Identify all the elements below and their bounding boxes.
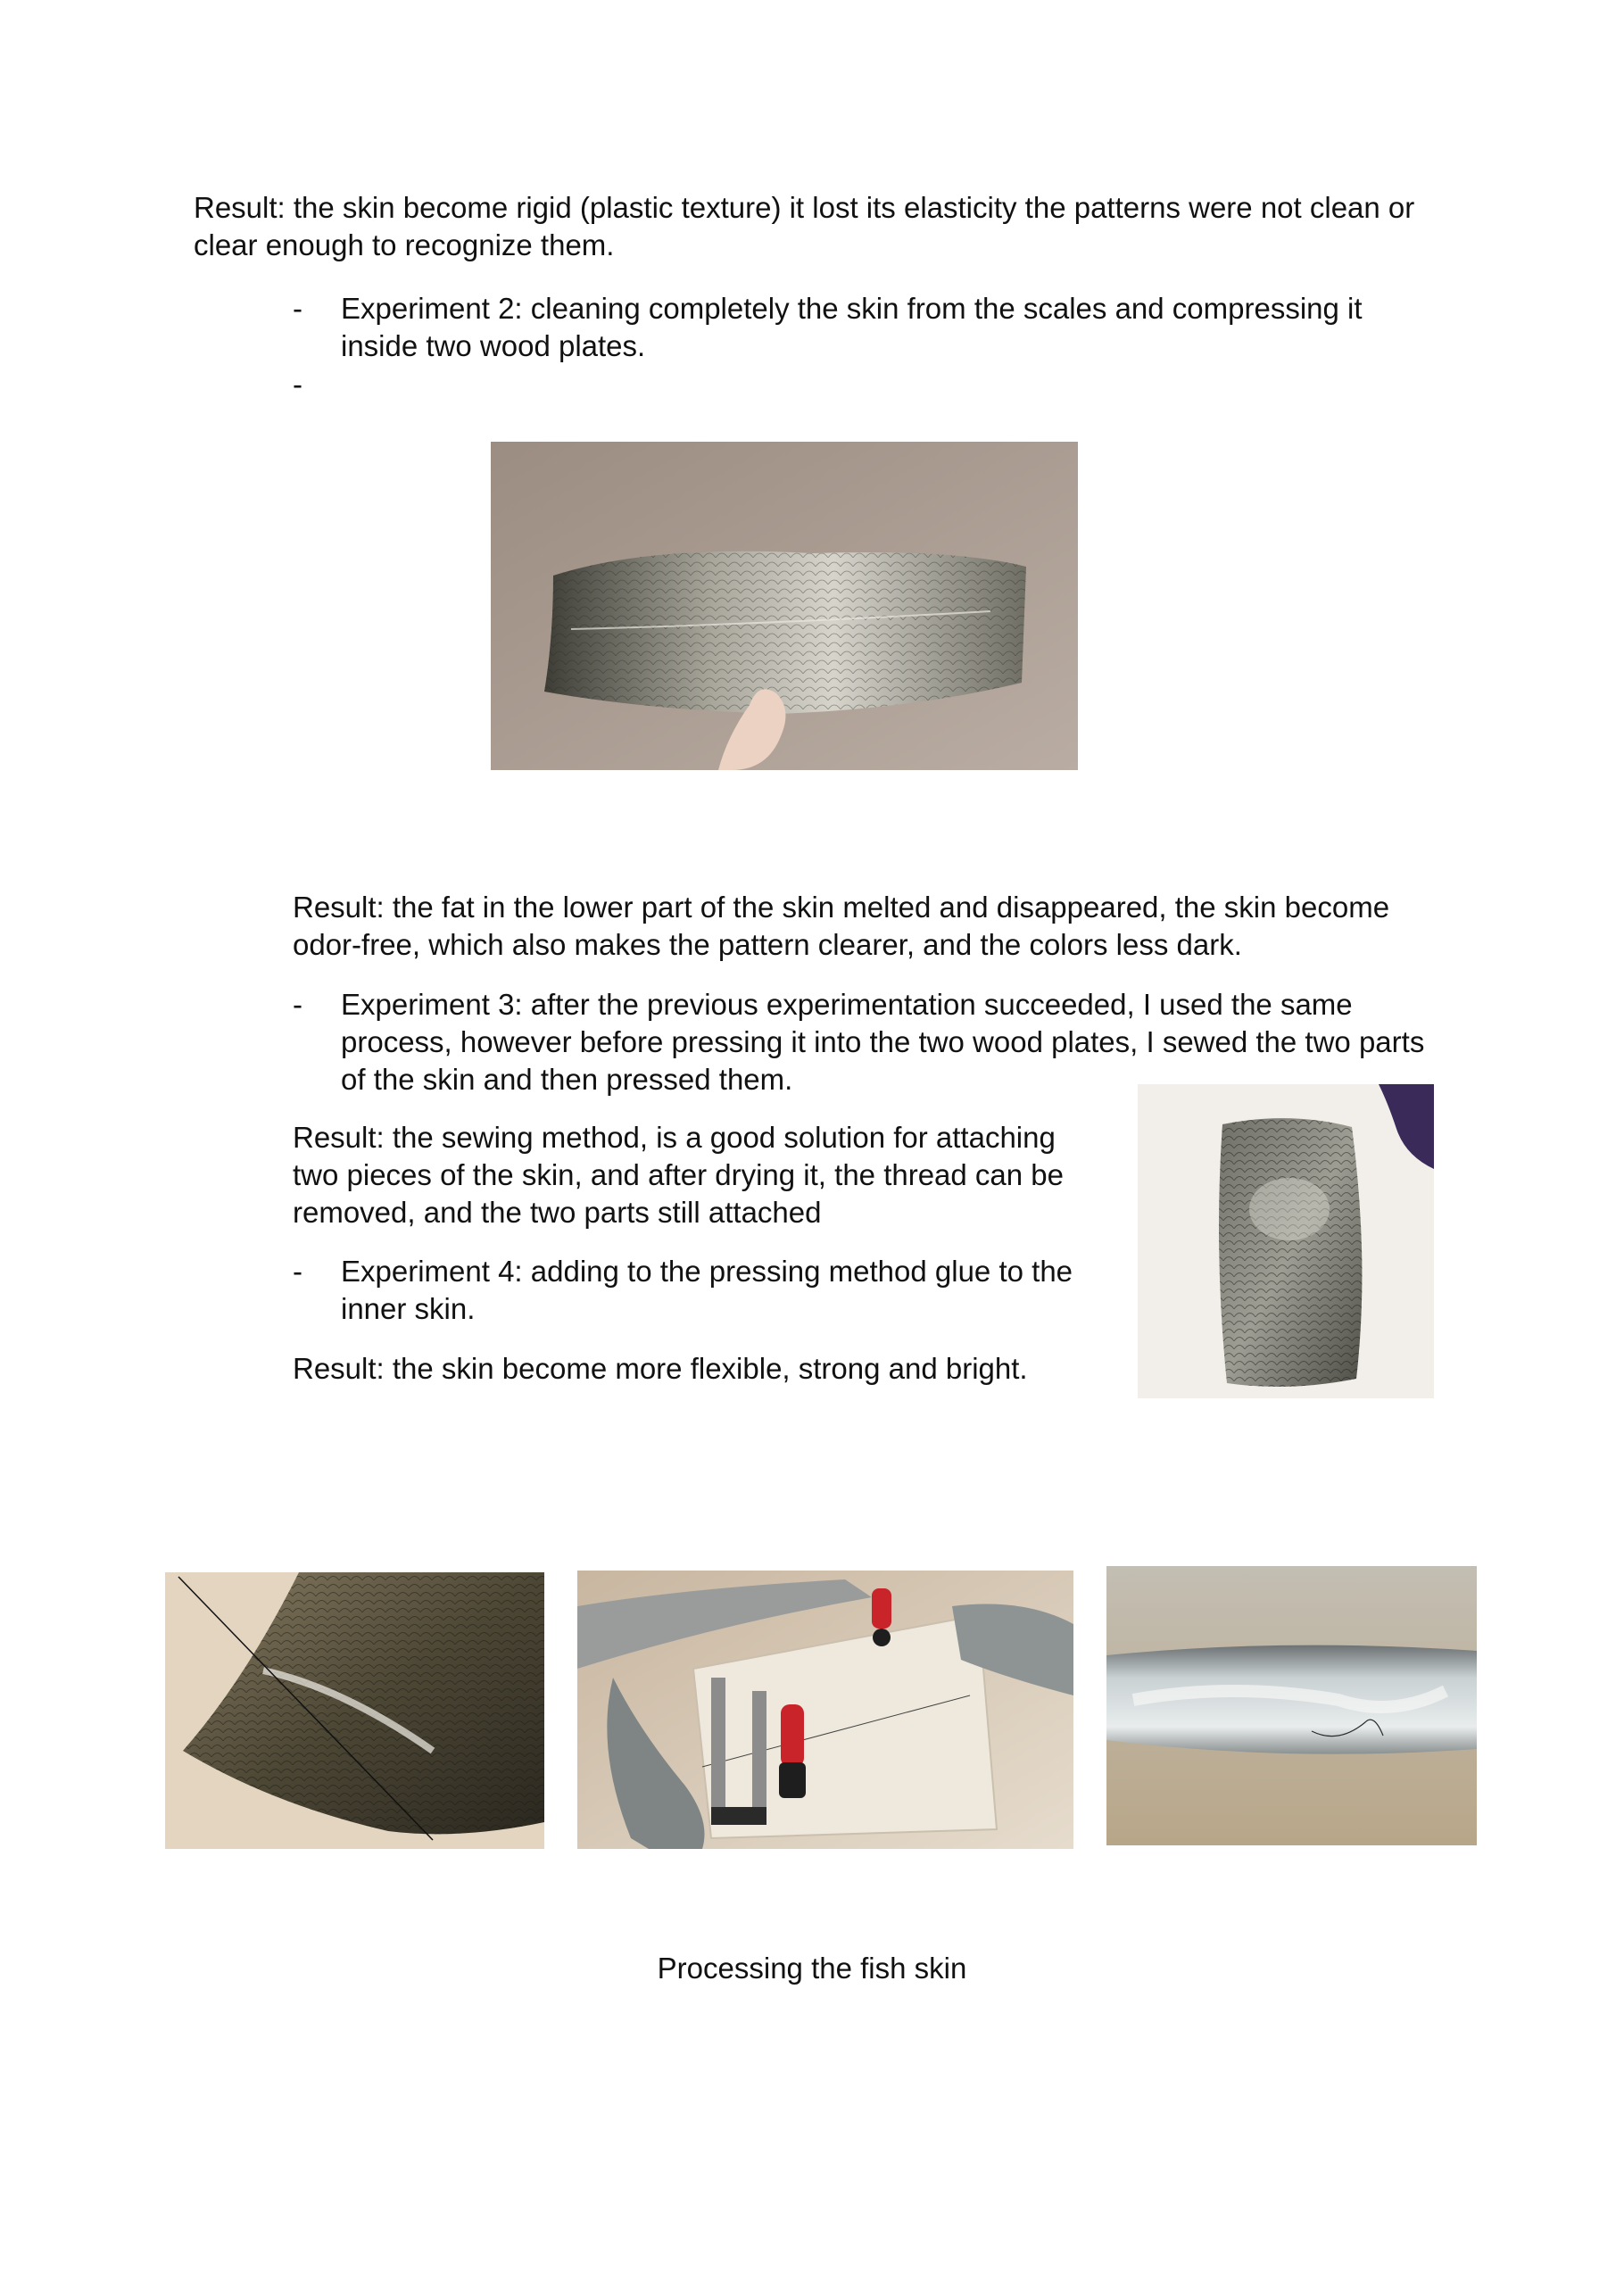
result-3-text: Result: the sewing method, is a good solution for attaching two pieces of the skin, and after drying it, the thread can be removed, and the two parts still attached — [293, 1121, 1065, 1229]
result-4-text: Result: the skin become more flexible, strong and bright. — [293, 1352, 1028, 1385]
empty-bullet-dash: - — [293, 368, 302, 401]
experiment-4-text: Experiment 4: adding to the pressing method glue to the inner skin. — [341, 1255, 1073, 1325]
sewn-skin-photo — [1138, 1084, 1434, 1398]
skin-on-wood-board-photo — [165, 1572, 544, 1849]
bullet-dash: - — [293, 1255, 302, 1288]
bullet-dash: - — [293, 292, 302, 325]
experiment-3-text: Experiment 3: after the previous experimentation succeeded, I used the same process, however before pressing it into the two wood plates, I sewed the two parts of the skin and then pressed them. — [341, 988, 1425, 1096]
result-1-text: Result: the skin become rigid (plastic texture) it lost its elasticity the patterns were not clean or clear enough to recognize them. — [194, 191, 1415, 261]
clamp-pressing-photo — [577, 1571, 1073, 1849]
bullet-dash: - — [293, 988, 302, 1021]
fish-skin-held-photo — [491, 442, 1078, 770]
experiment-2-text: Experiment 2: cleaning completely the skin from the scales and compressing it inside two wood plates. — [341, 292, 1363, 362]
figure-caption: Processing the fish skin — [657, 1952, 967, 1985]
fish-skin-strip-photo — [1106, 1566, 1477, 1845]
result-2-text: Result: the fat in the lower part of the skin melted and disappeared, the skin become odor-free, which also makes the pattern clearer, and the colors less dark. — [293, 891, 1390, 961]
